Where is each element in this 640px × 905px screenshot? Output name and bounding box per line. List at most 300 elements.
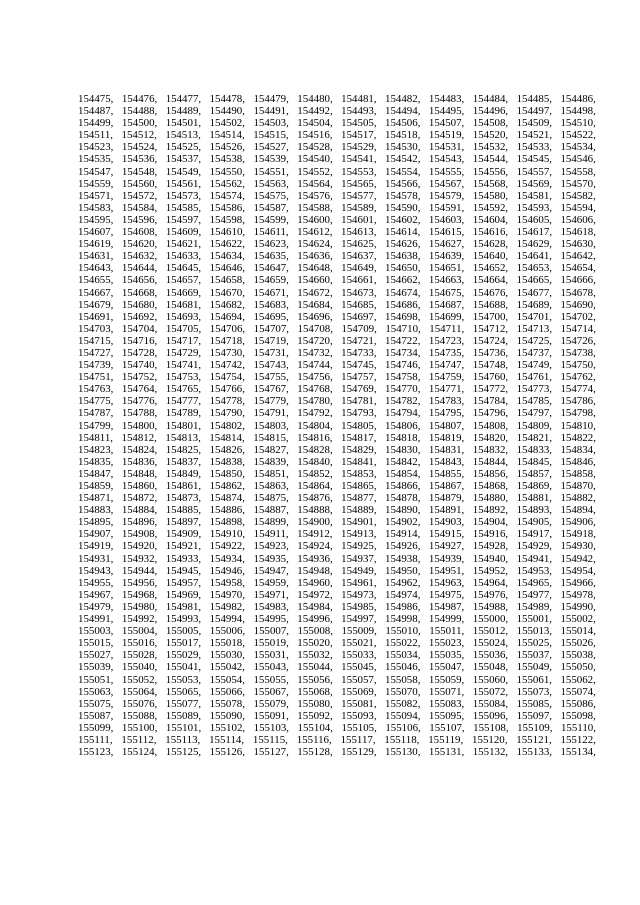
number-entry: 154684, bbox=[297, 298, 333, 311]
number-entry: 154610, bbox=[209, 226, 246, 239]
number-entry: 154677, bbox=[516, 286, 552, 299]
number-entry: 154784, bbox=[472, 395, 509, 408]
number-line bbox=[78, 516, 596, 528]
number-entry: 154681, bbox=[165, 298, 202, 311]
number-entry: 154790, bbox=[209, 407, 245, 420]
number-line bbox=[78, 262, 596, 274]
number-entry: 154536, bbox=[121, 153, 158, 166]
number-entry: 154709, bbox=[341, 322, 377, 335]
number-entry: 154726, bbox=[560, 334, 596, 347]
number-entry: 154526, bbox=[209, 141, 245, 154]
number-entry: 154664, bbox=[472, 274, 509, 287]
number-entry: 154713, bbox=[516, 322, 553, 335]
number-line bbox=[78, 141, 596, 153]
number-entry: 154989, bbox=[516, 600, 552, 613]
number-entry: 154602, bbox=[385, 213, 421, 226]
number-entry: 154607, bbox=[78, 226, 114, 239]
number-line bbox=[78, 166, 596, 178]
number-entry: 154487, bbox=[78, 105, 114, 118]
number-entry: 154560, bbox=[121, 177, 158, 190]
number-entry: 154881, bbox=[516, 492, 552, 505]
number-entry: 154629, bbox=[516, 238, 552, 251]
number-entry: 154994, bbox=[209, 613, 245, 626]
number-entry: 154974, bbox=[385, 588, 421, 601]
number-entry: 154864, bbox=[297, 480, 333, 492]
number-entry: 154682, bbox=[209, 298, 245, 311]
number-entry: 154838, bbox=[209, 455, 245, 468]
number-entry: 154990, bbox=[560, 600, 596, 613]
number-entry: 154781, bbox=[341, 395, 377, 408]
number-entry: 154586, bbox=[209, 201, 245, 214]
number-entry: 155120, bbox=[472, 733, 508, 746]
number-entry: 155103, bbox=[253, 721, 290, 734]
number-entry: 154844, bbox=[472, 455, 509, 468]
number-entry: 154867, bbox=[428, 480, 465, 492]
number-line bbox=[78, 371, 596, 383]
number-entry: 154819, bbox=[428, 431, 465, 444]
number-entry: 154853, bbox=[341, 467, 377, 480]
number-entry: 154748, bbox=[472, 359, 509, 372]
number-entry: 154530, bbox=[385, 141, 421, 154]
number-entry: 155009, bbox=[341, 625, 377, 638]
number-line bbox=[78, 202, 596, 214]
number-line bbox=[78, 274, 596, 286]
number-entry: 155012, bbox=[472, 625, 509, 638]
number-entry: 154558, bbox=[560, 165, 596, 178]
number-entry: 154506, bbox=[385, 117, 421, 130]
number-line bbox=[78, 129, 596, 141]
number-entry: 154841, bbox=[341, 455, 377, 468]
number-entry: 154717, bbox=[165, 334, 202, 347]
number-entry: 154766, bbox=[209, 383, 245, 396]
number-entry: 155051, bbox=[78, 673, 114, 686]
number-line bbox=[78, 480, 596, 492]
number-entry: 154901, bbox=[341, 516, 377, 529]
number-entry: 154771, bbox=[428, 383, 465, 396]
number-entry: 155056, bbox=[297, 673, 333, 686]
number-entry: 154915, bbox=[428, 528, 465, 541]
number-entry: 154527, bbox=[253, 141, 289, 154]
number-entry: 154751, bbox=[78, 371, 114, 384]
number-entry: 154489, bbox=[165, 105, 202, 118]
number-entry: 154823, bbox=[78, 443, 114, 456]
number-entry: 155031, bbox=[253, 649, 289, 662]
number-entry: 154922, bbox=[209, 540, 245, 553]
number-line bbox=[78, 625, 596, 637]
number-entry: 154774, bbox=[560, 383, 596, 396]
number-entry: 154930, bbox=[560, 540, 596, 553]
number-entry: 154919, bbox=[78, 540, 114, 553]
number-entry: 154941, bbox=[516, 552, 552, 565]
number-entry: 154616, bbox=[472, 226, 509, 239]
number-entry: 154599, bbox=[253, 213, 289, 226]
number-entry: 154672, bbox=[297, 286, 333, 299]
number-entry: 155050, bbox=[560, 661, 596, 674]
number-entry: 154739, bbox=[78, 359, 114, 372]
number-entry: 154743, bbox=[253, 359, 289, 372]
number-entry: 154658, bbox=[209, 274, 245, 287]
number-entry: 154722, bbox=[385, 334, 421, 347]
number-entry: 155023, bbox=[428, 637, 465, 650]
number-entry: 154899, bbox=[253, 516, 289, 529]
number-entry: 155111, bbox=[78, 733, 113, 746]
number-entry: 154715, bbox=[78, 334, 114, 347]
number-entry: 155054, bbox=[209, 673, 245, 686]
number-entry: 154799, bbox=[78, 419, 114, 432]
number-entry: 155025, bbox=[516, 637, 552, 650]
number-line bbox=[78, 698, 596, 710]
number-entry: 154702, bbox=[560, 310, 596, 323]
number-entry: 154613, bbox=[341, 226, 377, 239]
number-entry: 154562, bbox=[209, 177, 245, 190]
number-entry: 155110, bbox=[560, 721, 596, 734]
number-entry: 154688, bbox=[472, 298, 509, 311]
number-entry: 154601, bbox=[341, 213, 377, 226]
number-entry: 154923, bbox=[253, 540, 289, 553]
number-entry: 154606, bbox=[560, 213, 596, 226]
number-line bbox=[78, 734, 596, 746]
number-entry: 154587, bbox=[253, 201, 289, 214]
number-entry: 154651, bbox=[428, 262, 465, 275]
number-entry: 154680, bbox=[121, 298, 158, 311]
number-line bbox=[78, 407, 596, 419]
number-entry: 154754, bbox=[209, 371, 245, 384]
number-entry: 154793, bbox=[341, 407, 377, 420]
number-entry: 154700, bbox=[472, 310, 509, 323]
number-entry: 154646, bbox=[209, 262, 245, 275]
number-line bbox=[78, 299, 596, 311]
number-entry: 154630, bbox=[560, 238, 596, 251]
number-entry: 154811, bbox=[78, 431, 113, 444]
number-entry: 154721, bbox=[341, 334, 377, 347]
number-entry: 154978, bbox=[560, 588, 596, 601]
number-entry: 154534, bbox=[560, 141, 596, 154]
number-entry: 154855, bbox=[428, 467, 465, 480]
number-entry: 154580, bbox=[472, 189, 509, 202]
number-entry: 154894, bbox=[560, 504, 596, 517]
number-sequence-block bbox=[78, 93, 596, 758]
number-entry: 154567, bbox=[428, 177, 465, 190]
number-entry: 154478, bbox=[209, 93, 245, 105]
number-entry: 154701, bbox=[516, 310, 552, 323]
number-entry: 154504, bbox=[297, 117, 333, 130]
number-entry: 155116, bbox=[296, 733, 332, 746]
number-entry: 155069, bbox=[341, 685, 377, 698]
number-entry: 154809, bbox=[516, 419, 552, 432]
number-entry: 154699, bbox=[428, 310, 465, 323]
number-entry: 154875, bbox=[253, 492, 289, 505]
number-entry: 154520, bbox=[472, 129, 509, 142]
number-entry: 154626, bbox=[385, 238, 421, 251]
number-entry: 154964, bbox=[472, 576, 509, 589]
number-entry: 154896, bbox=[121, 516, 158, 529]
number-line bbox=[78, 93, 596, 105]
number-entry: 154577, bbox=[341, 189, 377, 202]
number-entry: 154589, bbox=[341, 201, 377, 214]
number-entry: 154971, bbox=[253, 588, 289, 601]
number-entry: 154501, bbox=[165, 117, 202, 130]
number-entry: 154565, bbox=[341, 177, 377, 190]
number-entry: 155042, bbox=[209, 661, 245, 674]
number-entry: 154786, bbox=[560, 395, 596, 408]
number-entry: 154916, bbox=[472, 528, 509, 541]
number-entry: 154561, bbox=[165, 177, 202, 190]
number-entry: 154911, bbox=[253, 528, 289, 541]
number-entry: 154570, bbox=[560, 177, 596, 190]
number-entry: 154797, bbox=[516, 407, 552, 420]
number-entry: 155066, bbox=[209, 685, 245, 698]
number-entry: 154953, bbox=[516, 564, 552, 577]
number-entry: 154731, bbox=[253, 346, 289, 359]
number-entry: 154633, bbox=[165, 250, 202, 263]
number-entry: 154596, bbox=[121, 213, 158, 226]
number-line bbox=[78, 722, 596, 734]
number-entry: 154690, bbox=[560, 298, 596, 311]
number-entry: 154982, bbox=[209, 600, 245, 613]
number-entry: 154776, bbox=[121, 395, 158, 408]
number-entry: 154691, bbox=[78, 310, 114, 323]
number-entry: 154674, bbox=[385, 286, 421, 299]
number-entry: 154817, bbox=[341, 431, 377, 444]
number-entry: 154569, bbox=[516, 177, 552, 190]
number-entry: 154977, bbox=[516, 588, 552, 601]
number-entry: 154856, bbox=[472, 467, 509, 480]
number-line bbox=[78, 661, 596, 673]
number-entry: 154788, bbox=[121, 407, 158, 420]
number-entry: 154647, bbox=[253, 262, 289, 275]
number-entry: 154592, bbox=[472, 201, 509, 214]
number-entry: 154660, bbox=[297, 274, 333, 287]
number-entry: 155032, bbox=[297, 649, 333, 662]
number-entry: 154968, bbox=[121, 588, 158, 601]
number-line bbox=[78, 323, 596, 335]
number-entry: 154694, bbox=[209, 310, 245, 323]
number-entry: 154723, bbox=[428, 334, 465, 347]
number-entry: 154627, bbox=[428, 238, 465, 251]
number-entry: 154880, bbox=[472, 492, 509, 505]
number-entry: 154756, bbox=[297, 371, 333, 384]
number-line bbox=[78, 250, 596, 262]
number-line bbox=[78, 190, 596, 202]
number-entry: 154718, bbox=[209, 334, 245, 347]
number-entry: 154960, bbox=[297, 576, 333, 589]
number-entry: 154619, bbox=[78, 238, 114, 251]
number-entry: 154907, bbox=[78, 528, 114, 541]
number-entry: 154750, bbox=[560, 359, 596, 372]
number-entry: 155093, bbox=[341, 709, 377, 722]
number-entry: 154533, bbox=[516, 141, 552, 154]
number-entry: 154665, bbox=[516, 274, 552, 287]
number-entry: 154818, bbox=[384, 431, 421, 444]
number-entry: 154663, bbox=[428, 274, 465, 287]
number-entry: 154857, bbox=[516, 467, 552, 480]
number-entry: 154906, bbox=[560, 516, 596, 529]
number-line bbox=[78, 335, 596, 347]
number-entry: 154991, bbox=[78, 613, 114, 626]
number-entry: 154597, bbox=[165, 213, 202, 226]
number-entry: 154645, bbox=[165, 262, 202, 275]
number-entry: 154847, bbox=[78, 467, 114, 480]
number-entry: 155019, bbox=[253, 637, 289, 650]
number-entry: 154753, bbox=[165, 371, 202, 384]
number-entry: 154669, bbox=[165, 286, 202, 299]
number-entry: 155078, bbox=[209, 697, 245, 710]
number-entry: 154537, bbox=[165, 153, 202, 166]
number-entry: 154692, bbox=[121, 310, 158, 323]
number-entry: 155115, bbox=[252, 733, 288, 746]
number-entry: 155095, bbox=[428, 709, 465, 722]
number-entry: 155109, bbox=[517, 721, 553, 734]
number-entry: 154851, bbox=[253, 467, 289, 480]
number-entry: 154927, bbox=[428, 540, 465, 553]
number-entry: 154553, bbox=[341, 165, 377, 178]
number-entry: 155118, bbox=[384, 733, 420, 746]
number-entry: 154868, bbox=[472, 480, 509, 492]
number-entry: 154801, bbox=[165, 419, 202, 432]
number-entry: 154888, bbox=[297, 504, 333, 517]
number-entry: 154883, bbox=[78, 504, 114, 517]
number-entry: 154522, bbox=[560, 129, 596, 142]
number-entry: 155088, bbox=[121, 709, 158, 722]
number-entry: 155030, bbox=[209, 649, 245, 662]
number-entry: 155011, bbox=[429, 625, 465, 638]
number-entry: 154948, bbox=[297, 564, 333, 577]
number-entry: 154902, bbox=[385, 516, 421, 529]
number-entry: 155027, bbox=[78, 649, 114, 662]
number-entry: 154768, bbox=[297, 383, 333, 396]
number-entry: 154711, bbox=[429, 322, 465, 335]
number-line bbox=[78, 432, 596, 444]
number-entry: 154846, bbox=[560, 455, 596, 468]
number-entry: 154967, bbox=[78, 588, 114, 601]
number-entry: 154803, bbox=[253, 419, 289, 432]
number-entry: 154984, bbox=[297, 600, 333, 613]
number-entry: 154962, bbox=[385, 576, 421, 589]
number-entry: 154657, bbox=[165, 274, 202, 287]
number-entry: 154624, bbox=[297, 238, 333, 251]
number-entry: 154588, bbox=[297, 201, 333, 214]
number-entry: 154519, bbox=[428, 129, 465, 142]
number-entry: 154943, bbox=[78, 564, 114, 577]
number-entry: 154499, bbox=[78, 117, 114, 130]
number-entry: 154622, bbox=[209, 238, 245, 251]
number-entry: 155112, bbox=[121, 733, 157, 746]
number-entry: 154719, bbox=[253, 334, 289, 347]
number-entry: 154878, bbox=[385, 492, 421, 505]
number-entry: 154608, bbox=[121, 226, 158, 239]
number-entry: 154886, bbox=[209, 504, 245, 517]
number-entry: 154532, bbox=[472, 141, 509, 154]
number-entry: 155073, bbox=[516, 685, 552, 698]
number-entry: 154495, bbox=[428, 105, 465, 118]
number-entry: 155068, bbox=[297, 685, 333, 698]
number-entry: 154947, bbox=[253, 564, 289, 577]
number-entry: 154783, bbox=[428, 395, 465, 408]
number-entry: 154704, bbox=[121, 322, 158, 335]
number-entry: 154555, bbox=[428, 165, 465, 178]
number-entry: 154491, bbox=[253, 105, 289, 118]
number-entry: 154729, bbox=[165, 346, 202, 359]
number-entry: 154755, bbox=[253, 371, 289, 384]
number-entry: 154798, bbox=[560, 407, 596, 420]
number-entry: 154727, bbox=[78, 346, 114, 359]
number-entry: 155014, bbox=[560, 625, 596, 638]
number-entry: 154697, bbox=[341, 310, 377, 323]
number-line bbox=[78, 577, 596, 589]
number-line bbox=[78, 238, 596, 250]
number-entry: 154615, bbox=[428, 226, 465, 239]
number-entry: 155049, bbox=[516, 661, 552, 674]
number-entry: 155055, bbox=[253, 673, 289, 686]
number-entry: 154822, bbox=[560, 431, 596, 444]
number-entry: 154531, bbox=[428, 141, 465, 154]
number-entry: 154773, bbox=[516, 383, 552, 396]
number-entry: 154859, bbox=[78, 480, 114, 492]
number-entry: 155126, bbox=[209, 746, 245, 759]
number-entry: 155121, bbox=[516, 733, 552, 746]
number-entry: 155035, bbox=[428, 649, 465, 662]
number-entry: 154550, bbox=[209, 165, 245, 178]
number-entry: 154877, bbox=[341, 492, 377, 505]
number-entry: 154985, bbox=[341, 600, 377, 613]
number-entry: 154929, bbox=[516, 540, 552, 553]
number-entry: 155006, bbox=[209, 625, 246, 638]
number-entry: 154887, bbox=[253, 504, 289, 517]
number-entry: 155046, bbox=[385, 661, 421, 674]
number-entry: 154891, bbox=[428, 504, 465, 517]
number-entry: 155010, bbox=[385, 625, 421, 638]
number-line bbox=[78, 383, 596, 395]
number-entry: 154780, bbox=[297, 395, 333, 408]
number-entry: 155132, bbox=[472, 746, 509, 759]
number-entry: 154528, bbox=[297, 141, 333, 154]
number-entry: 154706, bbox=[209, 322, 246, 335]
number-entry: 154882, bbox=[560, 492, 596, 505]
number-entry: 154775, bbox=[78, 395, 114, 408]
number-entry: 154517, bbox=[341, 129, 377, 142]
number-entry: 154598, bbox=[209, 213, 245, 226]
number-entry: 154895, bbox=[78, 516, 114, 529]
number-entry: 154503, bbox=[253, 117, 289, 130]
number-entry: 154827, bbox=[253, 443, 289, 456]
number-entry: 154496, bbox=[472, 105, 509, 118]
number-entry: 154835, bbox=[78, 455, 114, 468]
number-entry: 154631, bbox=[78, 250, 114, 263]
number-entry: 154884, bbox=[121, 504, 158, 517]
number-entry: 154870, bbox=[560, 480, 596, 492]
number-entry: 154543, bbox=[428, 153, 465, 166]
number-entry: 154540, bbox=[297, 153, 333, 166]
number-entry: 154898, bbox=[209, 516, 245, 529]
number-entry: 154490, bbox=[209, 105, 245, 118]
number-entry: 154612, bbox=[297, 226, 333, 239]
number-entry: 154757, bbox=[341, 371, 377, 384]
number-entry: 154806, bbox=[385, 419, 421, 432]
number-entry: 154796, bbox=[472, 407, 509, 420]
number-entry: 154549, bbox=[165, 165, 202, 178]
number-entry: 154625, bbox=[341, 238, 377, 251]
number-entry: 154938, bbox=[385, 552, 421, 565]
number-entry: 155083, bbox=[428, 697, 465, 710]
number-entry: 154492, bbox=[297, 105, 333, 118]
number-entry: 154720, bbox=[297, 334, 333, 347]
number-entry: 155101, bbox=[165, 721, 202, 734]
number-entry: 154745, bbox=[341, 359, 377, 372]
number-entry: 154497, bbox=[516, 105, 552, 118]
number-entry: 154804, bbox=[297, 419, 333, 432]
number-entry: 154772, bbox=[472, 383, 509, 396]
number-entry: 154730, bbox=[209, 346, 245, 359]
